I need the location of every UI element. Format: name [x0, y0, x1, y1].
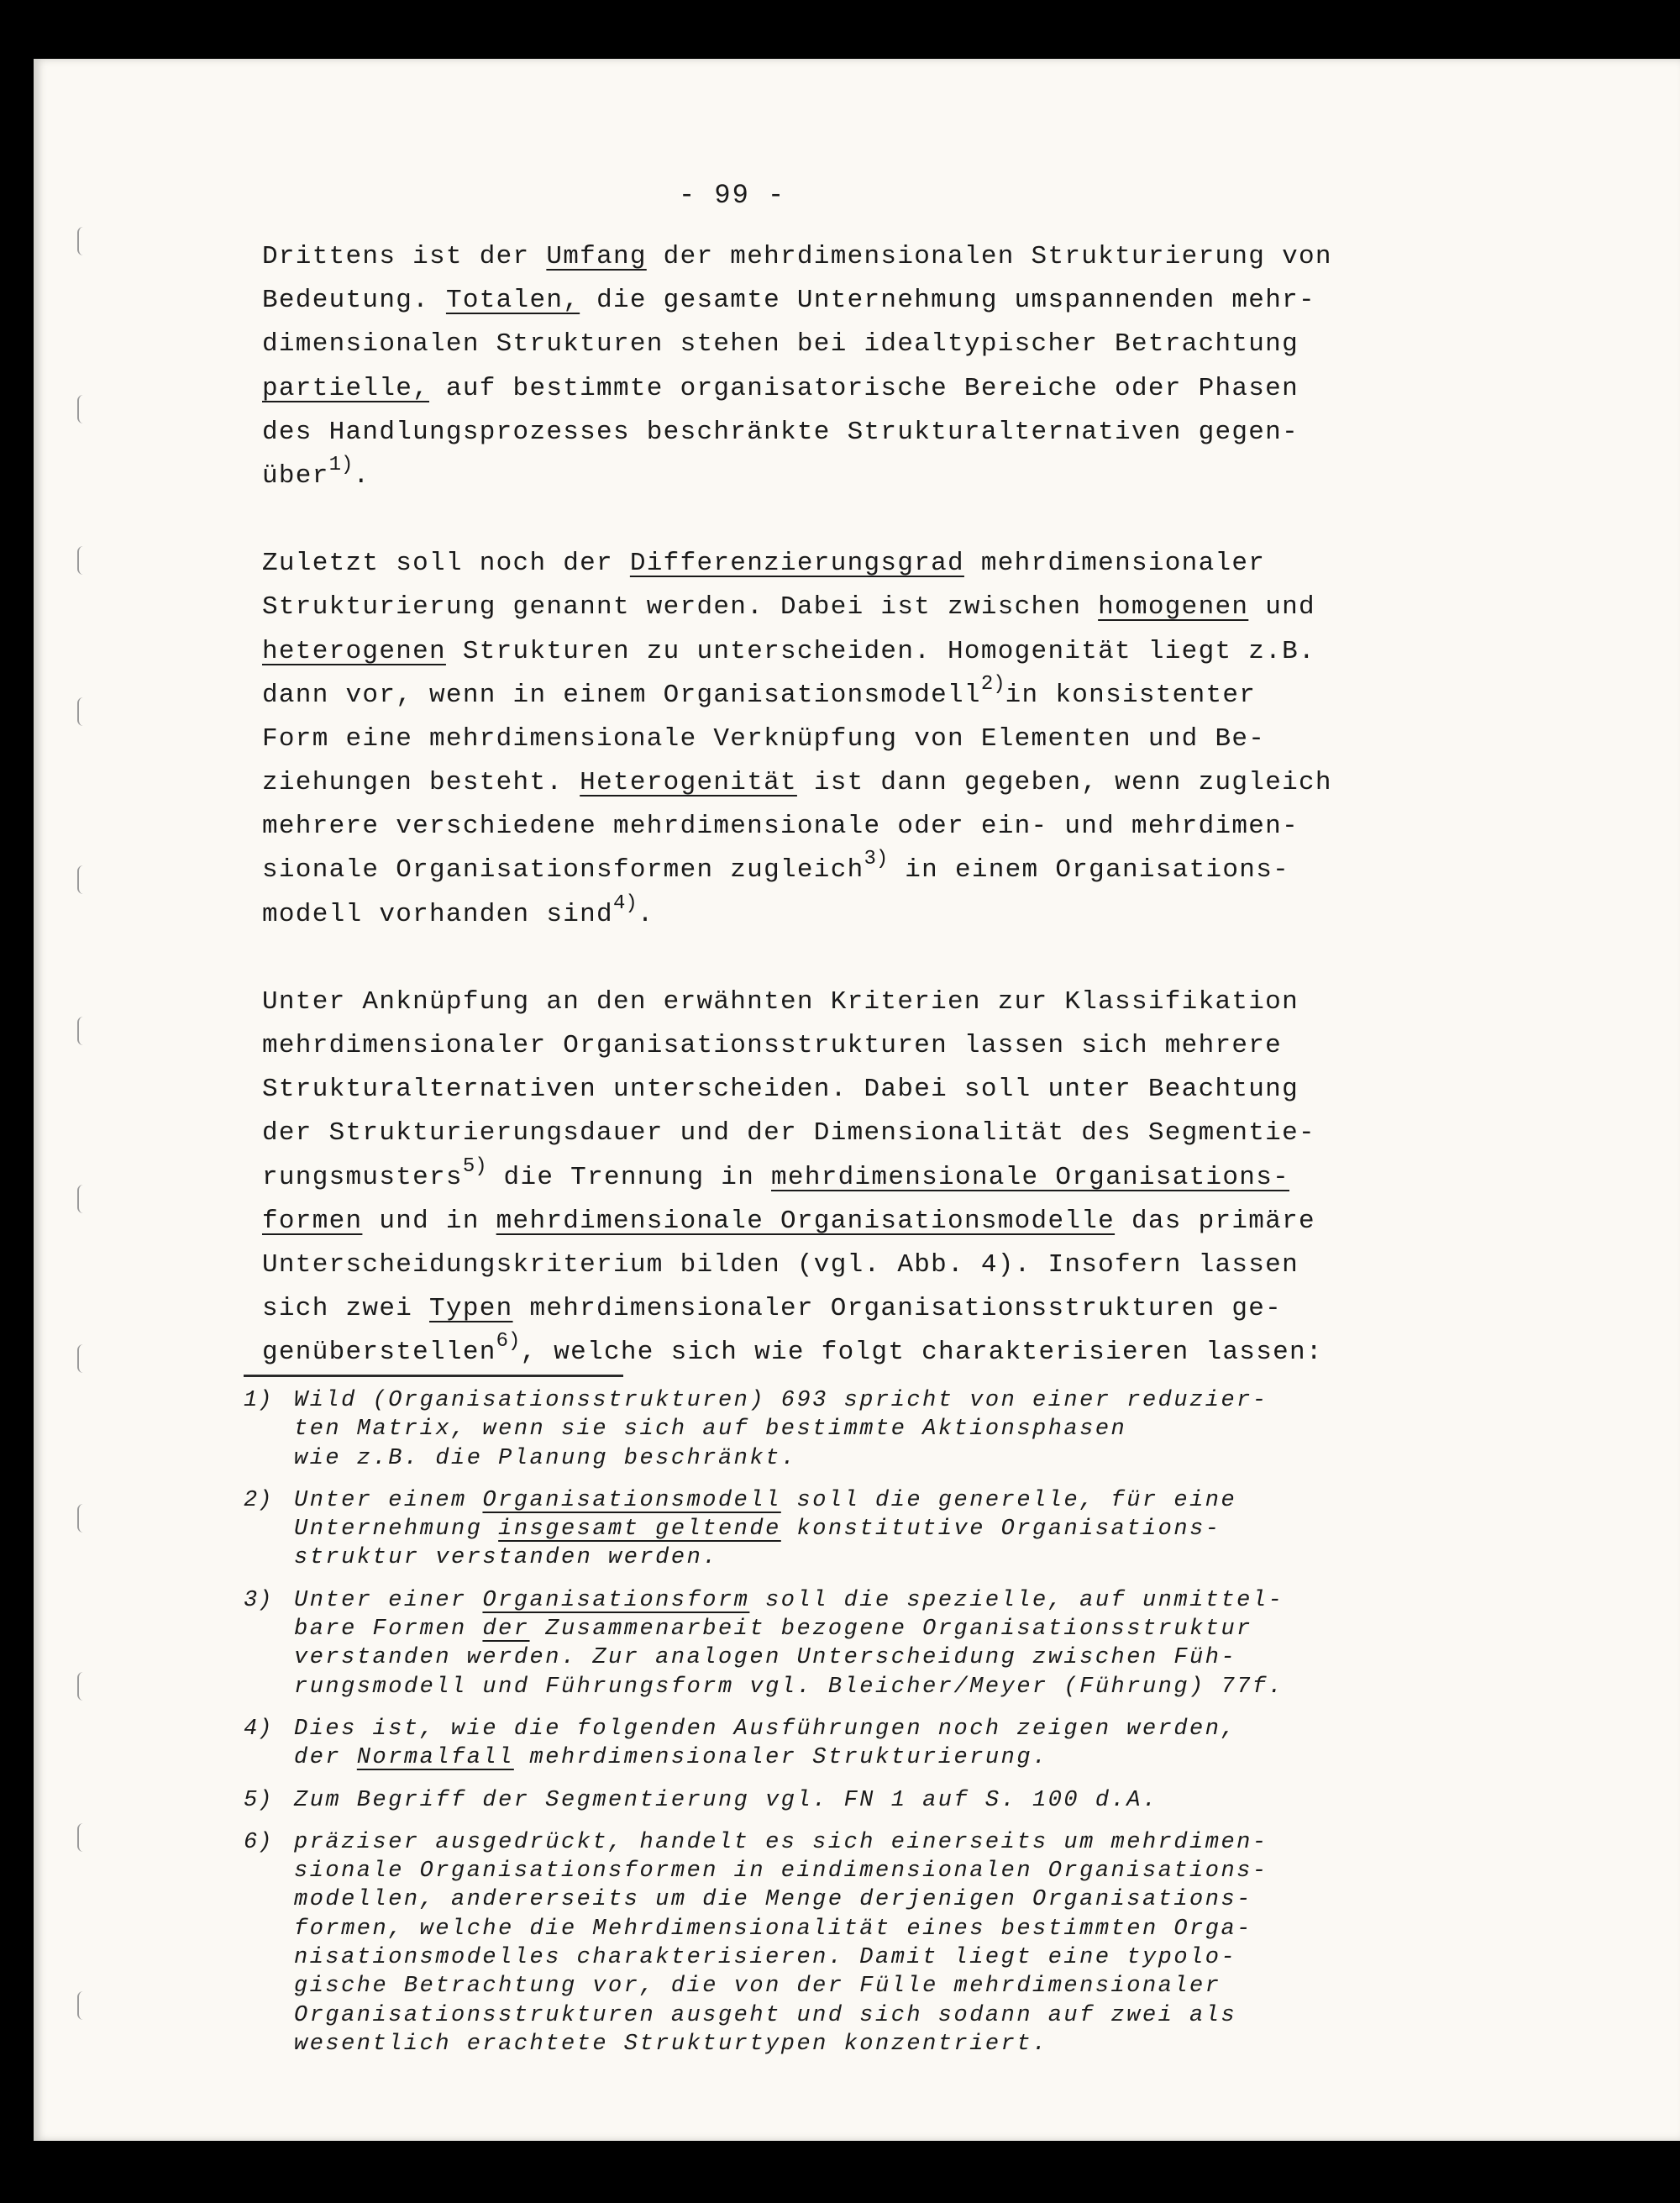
text-run: mehrere verschiedene mehrdimensionale oder ein- und mehrdimen- — [262, 812, 1299, 842]
text-line — [262, 542, 1404, 586]
paragraph — [262, 235, 1404, 498]
footnote-number: 6) — [244, 1829, 273, 1855]
text-run: und in — [362, 1206, 496, 1236]
footnote — [244, 1386, 1420, 1473]
binding-hole — [77, 865, 83, 894]
underlined-term: Organisationsmodell — [482, 1487, 781, 1513]
text-run: in konsistenter — [1005, 680, 1257, 710]
text-line — [262, 1331, 1404, 1375]
text-line — [262, 1200, 1404, 1243]
text-run: Organisationsstrukturen ausgeht und sich sodann auf zwei als — [294, 2002, 1237, 2028]
underlined-term: partielle, — [262, 373, 430, 403]
text-run: Form eine mehrdimensionale Verknüpfung von Elementen und Be- — [262, 723, 1266, 754]
footnote-line — [294, 1415, 1420, 1443]
text-run: Zum Begriff der Segmentierung vgl. FN 1 auf S. 100 d.A. — [294, 1787, 1158, 1813]
text-run: Wild (Organisationsstrukturen) 693 spricht von einer reduzier- — [294, 1388, 1268, 1413]
text-line — [262, 586, 1404, 629]
text-run: der Strukturierungsdauer und der Dimensionalität des Segmentie- — [262, 1118, 1315, 1149]
footnote-number: 2) — [244, 1487, 273, 1513]
text-run: ist dann gegeben, wenn zugleich — [796, 768, 1332, 798]
text-line — [262, 279, 1404, 323]
text-run: modell vorhanden sind — [262, 899, 613, 929]
binding-hole — [77, 395, 83, 423]
footnote-text — [294, 1586, 1420, 1701]
text-run: . — [353, 460, 370, 491]
underlined-term: homogenen — [1098, 592, 1249, 623]
footnote-line — [294, 1743, 1420, 1772]
text-run: Strukturalternativen unterscheiden. Dabei soll unter Beachtung — [262, 1075, 1299, 1105]
footnote — [244, 1828, 1420, 2058]
text-line — [262, 1068, 1404, 1112]
text-run: Drittens ist der — [262, 242, 547, 271]
text-line — [262, 367, 1404, 411]
text-run: die gesamte Unternehmung umspannenden mehr- — [580, 286, 1315, 316]
text-line — [262, 1287, 1404, 1331]
footnote — [244, 1715, 1420, 1773]
footnote-line — [294, 2030, 1420, 2058]
text-run: dimensionalen Strukturen stehen bei idealtypischer Betrachtung — [262, 329, 1299, 360]
text-run: mehrdimensionaler — [963, 549, 1266, 579]
text-line — [262, 235, 1404, 279]
body-text — [262, 235, 1404, 1419]
text-run: mehrdimensionaler Organisationsstrukturen lassen sich mehrere — [262, 1031, 1283, 1060]
footnote-line — [294, 2001, 1420, 2030]
footnote-separator — [244, 1375, 623, 1377]
text-run: , welche sich wie folgt charakterisieren lassen: — [520, 1338, 1323, 1368]
binding-marks — [77, 227, 87, 2159]
footnote-line — [294, 1786, 1420, 1815]
text-line — [262, 1024, 1404, 1068]
footnote-reference: 5) — [462, 1154, 487, 1178]
binding-hole — [77, 1504, 83, 1533]
text-run: bare Formen — [294, 1617, 483, 1643]
text-run: konstitutive Organisations- — [780, 1517, 1221, 1543]
underlined-term: Organisationsform — [482, 1587, 750, 1613]
footnote — [244, 1786, 1420, 1815]
footnote-line — [294, 1972, 1420, 2001]
text-run: soll die generelle, für eine — [780, 1487, 1237, 1513]
text-run: des Handlungsprozesses beschränkte Strukturalternativen gegen- — [262, 417, 1299, 447]
paragraph — [262, 981, 1404, 1375]
text-run: gische Betrachtung vor, die von der Fülle mehrdimensionaler — [294, 1974, 1221, 2000]
text-run: dann vor, wenn in einem Organisationsmodell — [262, 680, 981, 710]
text-run: rungsmusters — [262, 1162, 463, 1192]
text-run: soll die spezielle, auf unmittel- — [749, 1587, 1284, 1613]
footnote-number: 4) — [244, 1716, 273, 1742]
text-run: die Trennung in — [486, 1162, 772, 1192]
text-line — [262, 849, 1404, 892]
text-run: der — [294, 1745, 357, 1771]
text-run: formen, welche die Mehrdimensionalität eines bestimmten Orga- — [294, 1916, 1252, 1942]
text-line — [262, 981, 1404, 1024]
text-run: sionale Organisationsformen in eindimensionalen Organisations- — [294, 1859, 1268, 1885]
footnote-line — [294, 1915, 1420, 1943]
text-run: das primäre — [1115, 1206, 1315, 1236]
text-run: verstanden werden. Zur analogen Unterscheidung zwischen Füh- — [294, 1645, 1237, 1671]
text-run: wie z.B. die Planung beschränkt. — [294, 1445, 797, 1471]
text-run: Unternehmung — [294, 1517, 499, 1543]
text-run: mehrdimensionaler Organisationsstrukturen ge- — [512, 1294, 1283, 1324]
paragraph — [262, 542, 1404, 937]
text-line — [262, 411, 1404, 455]
underlined-term: der — [482, 1617, 530, 1643]
footnote-number: 3) — [244, 1587, 273, 1613]
text-run: Zusammenarbeit bezogene Organisationsstruktur — [529, 1617, 1252, 1643]
underlined-term: formen — [262, 1206, 363, 1236]
text-run: nisationsmodelles charakterisieren. Damit liegt eine typolo- — [294, 1945, 1237, 1971]
text-run: und — [1248, 592, 1315, 623]
text-run: präziser ausgedrückt, handelt es sich einerseits um mehrdimen- — [294, 1829, 1268, 1855]
text-run: mehrdimensionaler Strukturierung. — [513, 1745, 1048, 1771]
text-run: ziehungen besteht. — [262, 768, 580, 798]
footnote-line — [294, 1643, 1420, 1672]
footnote-reference: 1) — [328, 453, 354, 476]
text-run: rungsmodell und Führungsform vgl. Bleicher/Meyer (Führung) 77f. — [294, 1674, 1284, 1700]
footnote — [244, 1586, 1420, 1701]
text-run: Unter Anknüpfung an den erwähnten Kriterien zur Klassifikation — [262, 986, 1299, 1017]
footnote-line — [294, 1857, 1420, 1885]
footnote-reference: 6) — [496, 1330, 521, 1354]
footnote-text — [294, 1715, 1420, 1773]
footnote-line — [294, 1828, 1420, 1857]
footnote-text — [294, 1828, 1420, 2058]
text-run: Bedeutung. — [262, 286, 446, 316]
text-line — [262, 761, 1404, 805]
text-run: Strukturen zu unterscheiden. Homogenität liegt z.B. — [445, 636, 1315, 666]
binding-hole — [77, 1991, 83, 2020]
underlined-term: mehrdimensionale Organisationsmodelle — [496, 1206, 1116, 1236]
text-line — [262, 674, 1404, 718]
text-run: sich zwei — [262, 1294, 430, 1324]
text-run: Dies ist, wie die folgenden Ausführungen noch zeigen werden, — [294, 1716, 1237, 1742]
text-run: Unter einer — [294, 1587, 483, 1613]
binding-hole — [77, 1823, 83, 1852]
text-line — [262, 1112, 1404, 1155]
footnote-line — [294, 1673, 1420, 1701]
text-run: ten Matrix, wenn sie sich auf bestimmte Aktionsphasen — [294, 1417, 1127, 1443]
text-run: Unter einem — [294, 1487, 483, 1513]
page-number: - 99 - — [679, 180, 786, 211]
footnote-line — [294, 1515, 1420, 1543]
footnote-text — [294, 1786, 1420, 1815]
footnote-line — [294, 1715, 1420, 1743]
footnote-line — [294, 1444, 1420, 1473]
footnote-number: 5) — [244, 1787, 273, 1813]
footnote-number: 1) — [244, 1388, 273, 1413]
binding-hole — [77, 1017, 83, 1045]
underlined-term: Heterogenität — [580, 768, 797, 798]
text-line — [262, 1243, 1404, 1287]
binding-hole — [77, 1672, 83, 1701]
text-run: . — [637, 899, 654, 929]
text-run: wesentlich erachtete Strukturtypen konzentriert. — [294, 2031, 1048, 2057]
text-run: auf bestimmte organisatorische Bereiche oder Phasen — [429, 373, 1299, 403]
text-run: Strukturierung genannt werden. Dabei ist zwischen — [262, 592, 1099, 623]
binding-hole — [77, 697, 83, 726]
footnote-reference: 2) — [980, 672, 1005, 696]
underlined-term: insgesamt geltende — [498, 1517, 781, 1543]
text-line — [262, 805, 1404, 849]
binding-hole — [77, 546, 83, 575]
text-run: modellen, andererseits um die Menge derjenigen Organisations- — [294, 1887, 1252, 1913]
footnote — [244, 1486, 1420, 1573]
text-line — [262, 1156, 1404, 1200]
underlined-term: Umfang — [546, 242, 647, 271]
footnotes — [244, 1386, 1420, 2072]
binding-hole — [77, 227, 83, 255]
text-line — [262, 893, 1404, 937]
footnote-line — [294, 1615, 1420, 1643]
text-run: der mehrdimensionalen Strukturierung von — [646, 242, 1332, 271]
footnote-text — [294, 1486, 1420, 1573]
footnote-line — [294, 1386, 1420, 1415]
footnote-line — [294, 1543, 1420, 1572]
binding-hole — [77, 1185, 83, 1213]
underlined-term: mehrdimensionale Organisations- — [771, 1162, 1290, 1192]
footnote-text — [294, 1386, 1420, 1473]
text-run: Unterscheidungskriterium bilden (vgl. Abb. 4). Insofern lassen — [262, 1249, 1299, 1280]
underlined-term: heterogenen — [262, 636, 446, 666]
footnote-line — [294, 1586, 1420, 1615]
footnote-reference: 3) — [864, 848, 889, 871]
text-run: sionale Organisationsformen zugleich — [262, 855, 864, 886]
text-run: über — [262, 460, 329, 491]
footnote-line — [294, 1486, 1420, 1515]
text-run: Zuletzt soll noch der — [262, 549, 630, 579]
underlined-term: Differenzierungsgrad — [629, 549, 964, 579]
footnote-reference: 4) — [612, 891, 638, 915]
text-line — [262, 630, 1404, 674]
text-run: struktur verstanden werden. — [294, 1545, 718, 1571]
footnote-line — [294, 1943, 1420, 1972]
text-line — [262, 323, 1404, 366]
underlined-term: Typen — [429, 1294, 513, 1324]
text-line — [262, 455, 1404, 498]
text-run: in einem Organisations- — [888, 855, 1290, 886]
text-line — [262, 718, 1404, 761]
underlined-term: Normalfall — [356, 1745, 514, 1771]
footnote-line — [294, 1885, 1420, 1914]
underlined-term: Totalen, — [445, 286, 580, 316]
binding-hole — [77, 1344, 83, 1373]
text-run: genüberstellen — [262, 1338, 496, 1368]
